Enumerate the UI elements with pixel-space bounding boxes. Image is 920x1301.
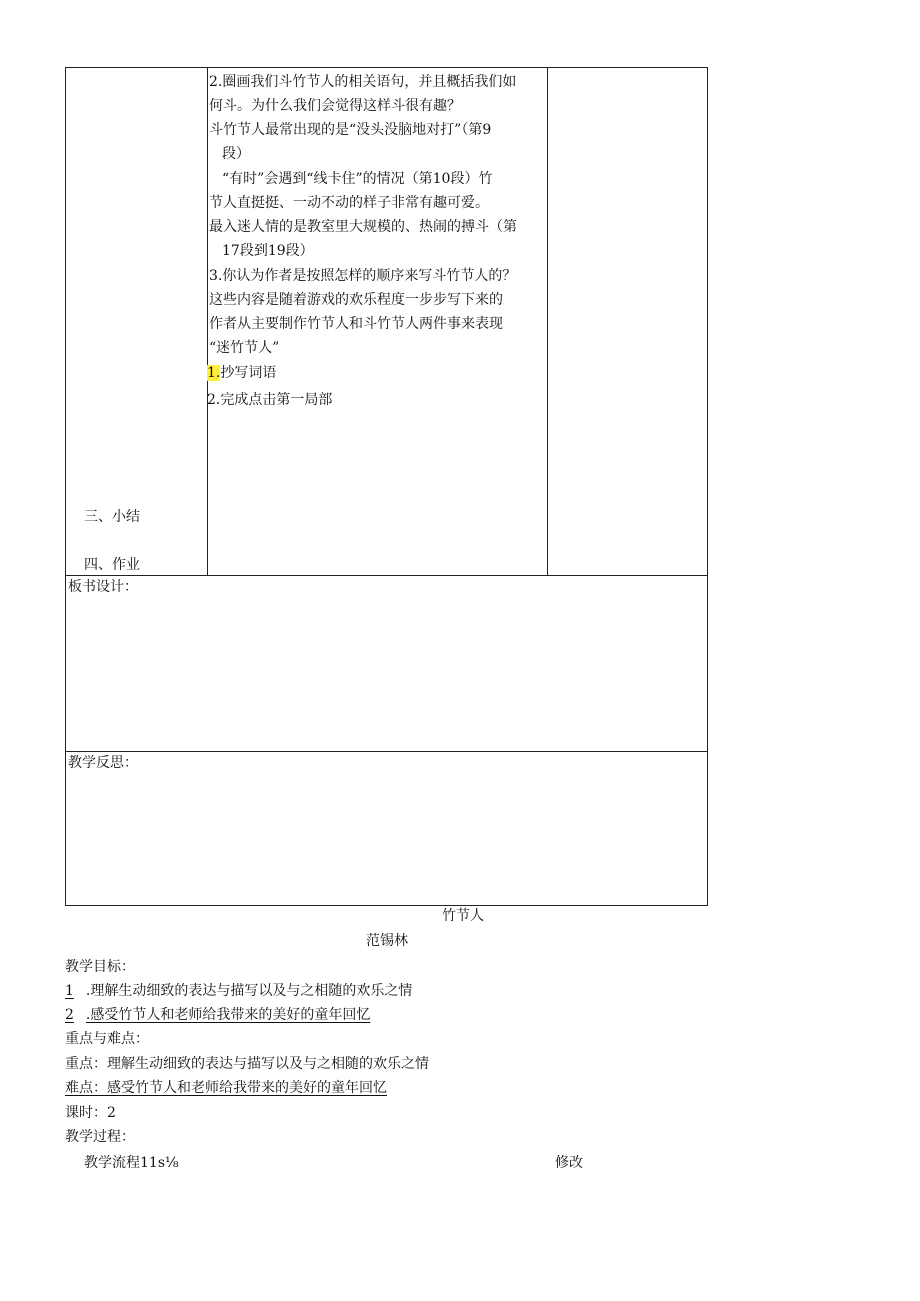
- activity-line: 何斗。为什么我们会觉得这样斗很有趣？: [209, 98, 461, 114]
- table-row-divider-1: [65, 575, 708, 576]
- activity-line: 作者从主要制作竹节人和斗竹节人两件事来表现: [209, 316, 503, 332]
- class-hours: 课时：2: [65, 1105, 116, 1121]
- homework-item-1-number: 1.: [207, 365, 221, 381]
- table-row-divider-2: [65, 751, 708, 752]
- table-border-left: [65, 67, 66, 906]
- key-point: 重点：理解生动细致的表达与描写以及与之相随的欢乐之情: [65, 1056, 429, 1072]
- goal-item-2-text: .感受竹节人和老师给我带来的美好的童年回忆: [85, 1007, 371, 1023]
- teaching-reflection-label: 教学反思：: [68, 755, 138, 771]
- homework-heading: 四、作业: [84, 557, 140, 573]
- activity-line: 这些内容是随着游戏的欢乐程度一步步写下来的: [209, 292, 503, 308]
- summary-heading: 三、小结: [84, 509, 140, 525]
- goal-item-1-text: .理解生动细致的表达与描写以及与之相随的欢乐之情: [85, 983, 413, 999]
- goal-item-2: [65, 1005, 370, 1025]
- activity-line: “迷竹节人”: [209, 340, 280, 356]
- table-col-divider-1: [207, 67, 208, 576]
- goal-item-1: [65, 981, 412, 1001]
- activity-line: 最入迷人情的是教室里大规模的、热闹的搏斗（第: [209, 219, 517, 235]
- table-col-divider-2: [547, 67, 548, 576]
- homework-item-1: [207, 363, 276, 383]
- goals-heading: 教学目标：: [65, 959, 135, 975]
- homework-item-2: 2.完成点击第一局部: [207, 392, 333, 408]
- activity-line: 17段到19段）: [222, 243, 314, 259]
- table-border-right: [707, 67, 708, 906]
- difficult-point: 难点：感受竹节人和老师给我带来的美好的童年回忆: [65, 1080, 387, 1096]
- teaching-flow-label: 教学流程11s⅛: [84, 1155, 179, 1171]
- activity-line: 节人直挺挺、一动不动的样子非常有趣可爱。: [209, 195, 489, 211]
- activity-line: 段）: [222, 146, 250, 162]
- activity-line: “有时”会遇到“线卡住”的情况（第10段）竹: [222, 171, 493, 187]
- table-border-top: [65, 67, 708, 68]
- board-design-label: 板书设计：: [68, 579, 138, 595]
- homework-item-1-text: 抄写词语: [220, 365, 277, 381]
- activity-line: 3.你认为作者是按照怎样的顺序来写斗竹节人的？: [209, 268, 517, 284]
- goal-item-1-number: 1: [65, 983, 74, 999]
- revise-label: 修改: [555, 1155, 583, 1171]
- lesson-author: 范锡林: [366, 933, 408, 949]
- process-heading: 教学过程：: [65, 1129, 135, 1145]
- table-border-bottom: [65, 905, 708, 906]
- goal-item-2-number: 2: [65, 1007, 74, 1023]
- key-difficult-heading: 重点与难点：: [65, 1031, 149, 1047]
- lesson-title: 竹节人: [442, 908, 484, 924]
- activity-line: 斗竹节人最常出现的是“没头没脑地对打”（第9: [209, 122, 492, 138]
- activity-line: 2.圈画我们斗竹节人的相关语句，并且概括我们如: [209, 74, 517, 90]
